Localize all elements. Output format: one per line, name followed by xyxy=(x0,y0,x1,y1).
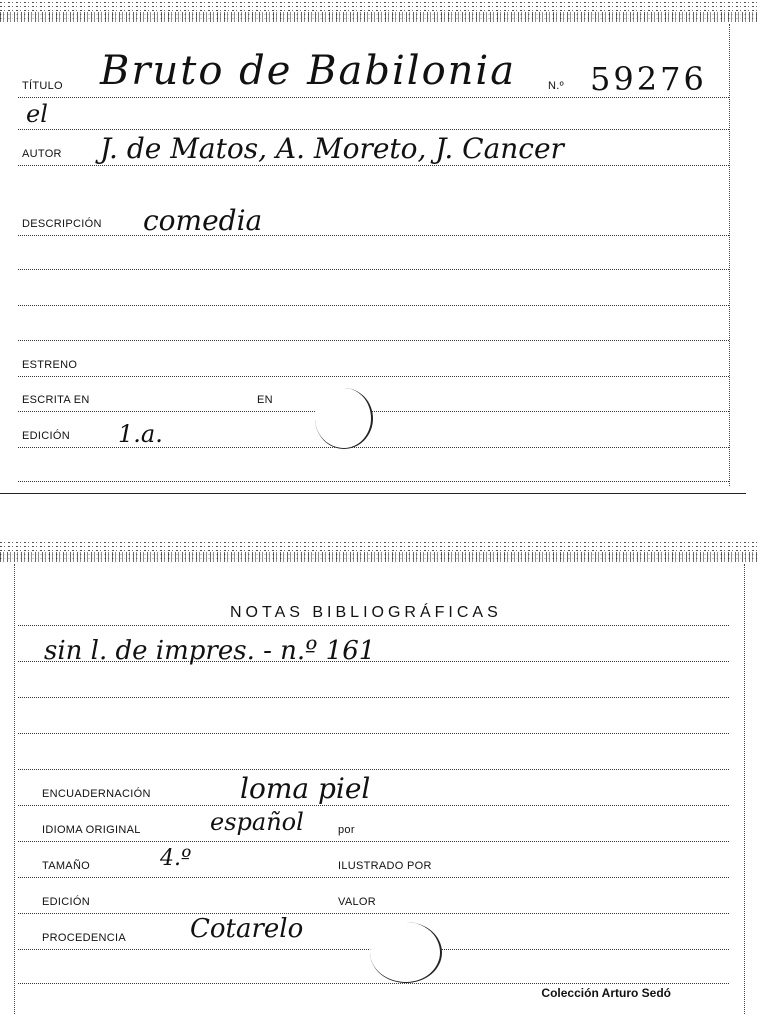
escrita-label: ESCRITA EN xyxy=(22,394,90,406)
rule-tamano xyxy=(18,876,729,878)
rule-heading xyxy=(18,624,729,626)
en-label: EN xyxy=(257,394,273,406)
rule-escrita xyxy=(18,410,729,412)
catalog-card-top xyxy=(0,0,759,495)
rule-prefix xyxy=(18,128,729,130)
estreno-label: ESTRENO xyxy=(22,359,78,371)
rule-blank-1 xyxy=(18,268,729,270)
por-label: por xyxy=(338,824,355,836)
ink-blot-top xyxy=(315,388,373,449)
tamano-label: TAMAÑO xyxy=(42,860,91,872)
nota-line: sin l. de impres. - n.º 161 xyxy=(44,636,376,666)
notas-heading: NOTAS BIBLIOGRÁFICAS xyxy=(230,604,502,621)
valor-label: VALOR xyxy=(338,896,376,908)
rule-blank-4 xyxy=(18,696,729,698)
numero-label: N.º xyxy=(548,80,564,92)
card-right-border xyxy=(729,24,730,486)
ink-blot-bottom xyxy=(370,922,442,983)
card-right-border-bottom xyxy=(744,564,745,1014)
rule-blank-2 xyxy=(18,304,729,306)
tamano-value: 4.º xyxy=(160,846,192,871)
card-separator xyxy=(0,493,746,494)
edicion-value: 1.a. xyxy=(118,420,163,448)
rule-bottom xyxy=(18,480,729,482)
edicion-label: EDICIÓN xyxy=(22,430,70,442)
collection-credit: Colección Arturo Sedó xyxy=(541,986,671,1000)
rule-bottom-b xyxy=(18,982,729,984)
catalog-card-bottom xyxy=(0,540,759,1028)
titulo-prefix: el xyxy=(26,100,48,128)
rule-blank-5 xyxy=(18,732,729,734)
procedencia-label: PROCEDENCIA xyxy=(42,932,126,944)
rule-blank-6 xyxy=(18,768,729,770)
idioma-value: español xyxy=(210,808,304,836)
rule-blank-3 xyxy=(18,339,729,341)
torn-edge xyxy=(0,0,759,22)
numero-value: 59276 xyxy=(590,60,707,98)
rule-encuadernacion xyxy=(18,804,729,806)
descripcion-label: DESCRIPCIÓN xyxy=(22,218,102,230)
autor-label: AUTOR xyxy=(22,148,62,160)
ilustrado-label: ILUSTRADO POR xyxy=(338,860,432,872)
descripcion-value: comedia xyxy=(143,204,263,237)
rule-descripcion xyxy=(18,234,729,236)
procedencia-value: Cotarelo xyxy=(190,914,304,944)
rule-edicion-b xyxy=(18,912,729,914)
autor-value: J. de Matos, A. Moreto, J. Cancer xyxy=(100,132,564,165)
torn-edge-bottom xyxy=(0,540,759,562)
encuadernacion-value: loma piel xyxy=(240,772,371,805)
idioma-label: IDIOMA ORIGINAL xyxy=(42,824,141,836)
card-left-border xyxy=(14,564,15,1014)
titulo-value: Bruto de Babilonia xyxy=(100,48,517,94)
edicion-label-b: EDICIÓN xyxy=(42,896,90,908)
rule-estreno xyxy=(18,375,729,377)
encuadernacion-label: ENCUADERNACIÓN xyxy=(42,788,151,800)
rule-idioma xyxy=(18,840,729,842)
titulo-label: TÍTULO xyxy=(22,80,63,92)
